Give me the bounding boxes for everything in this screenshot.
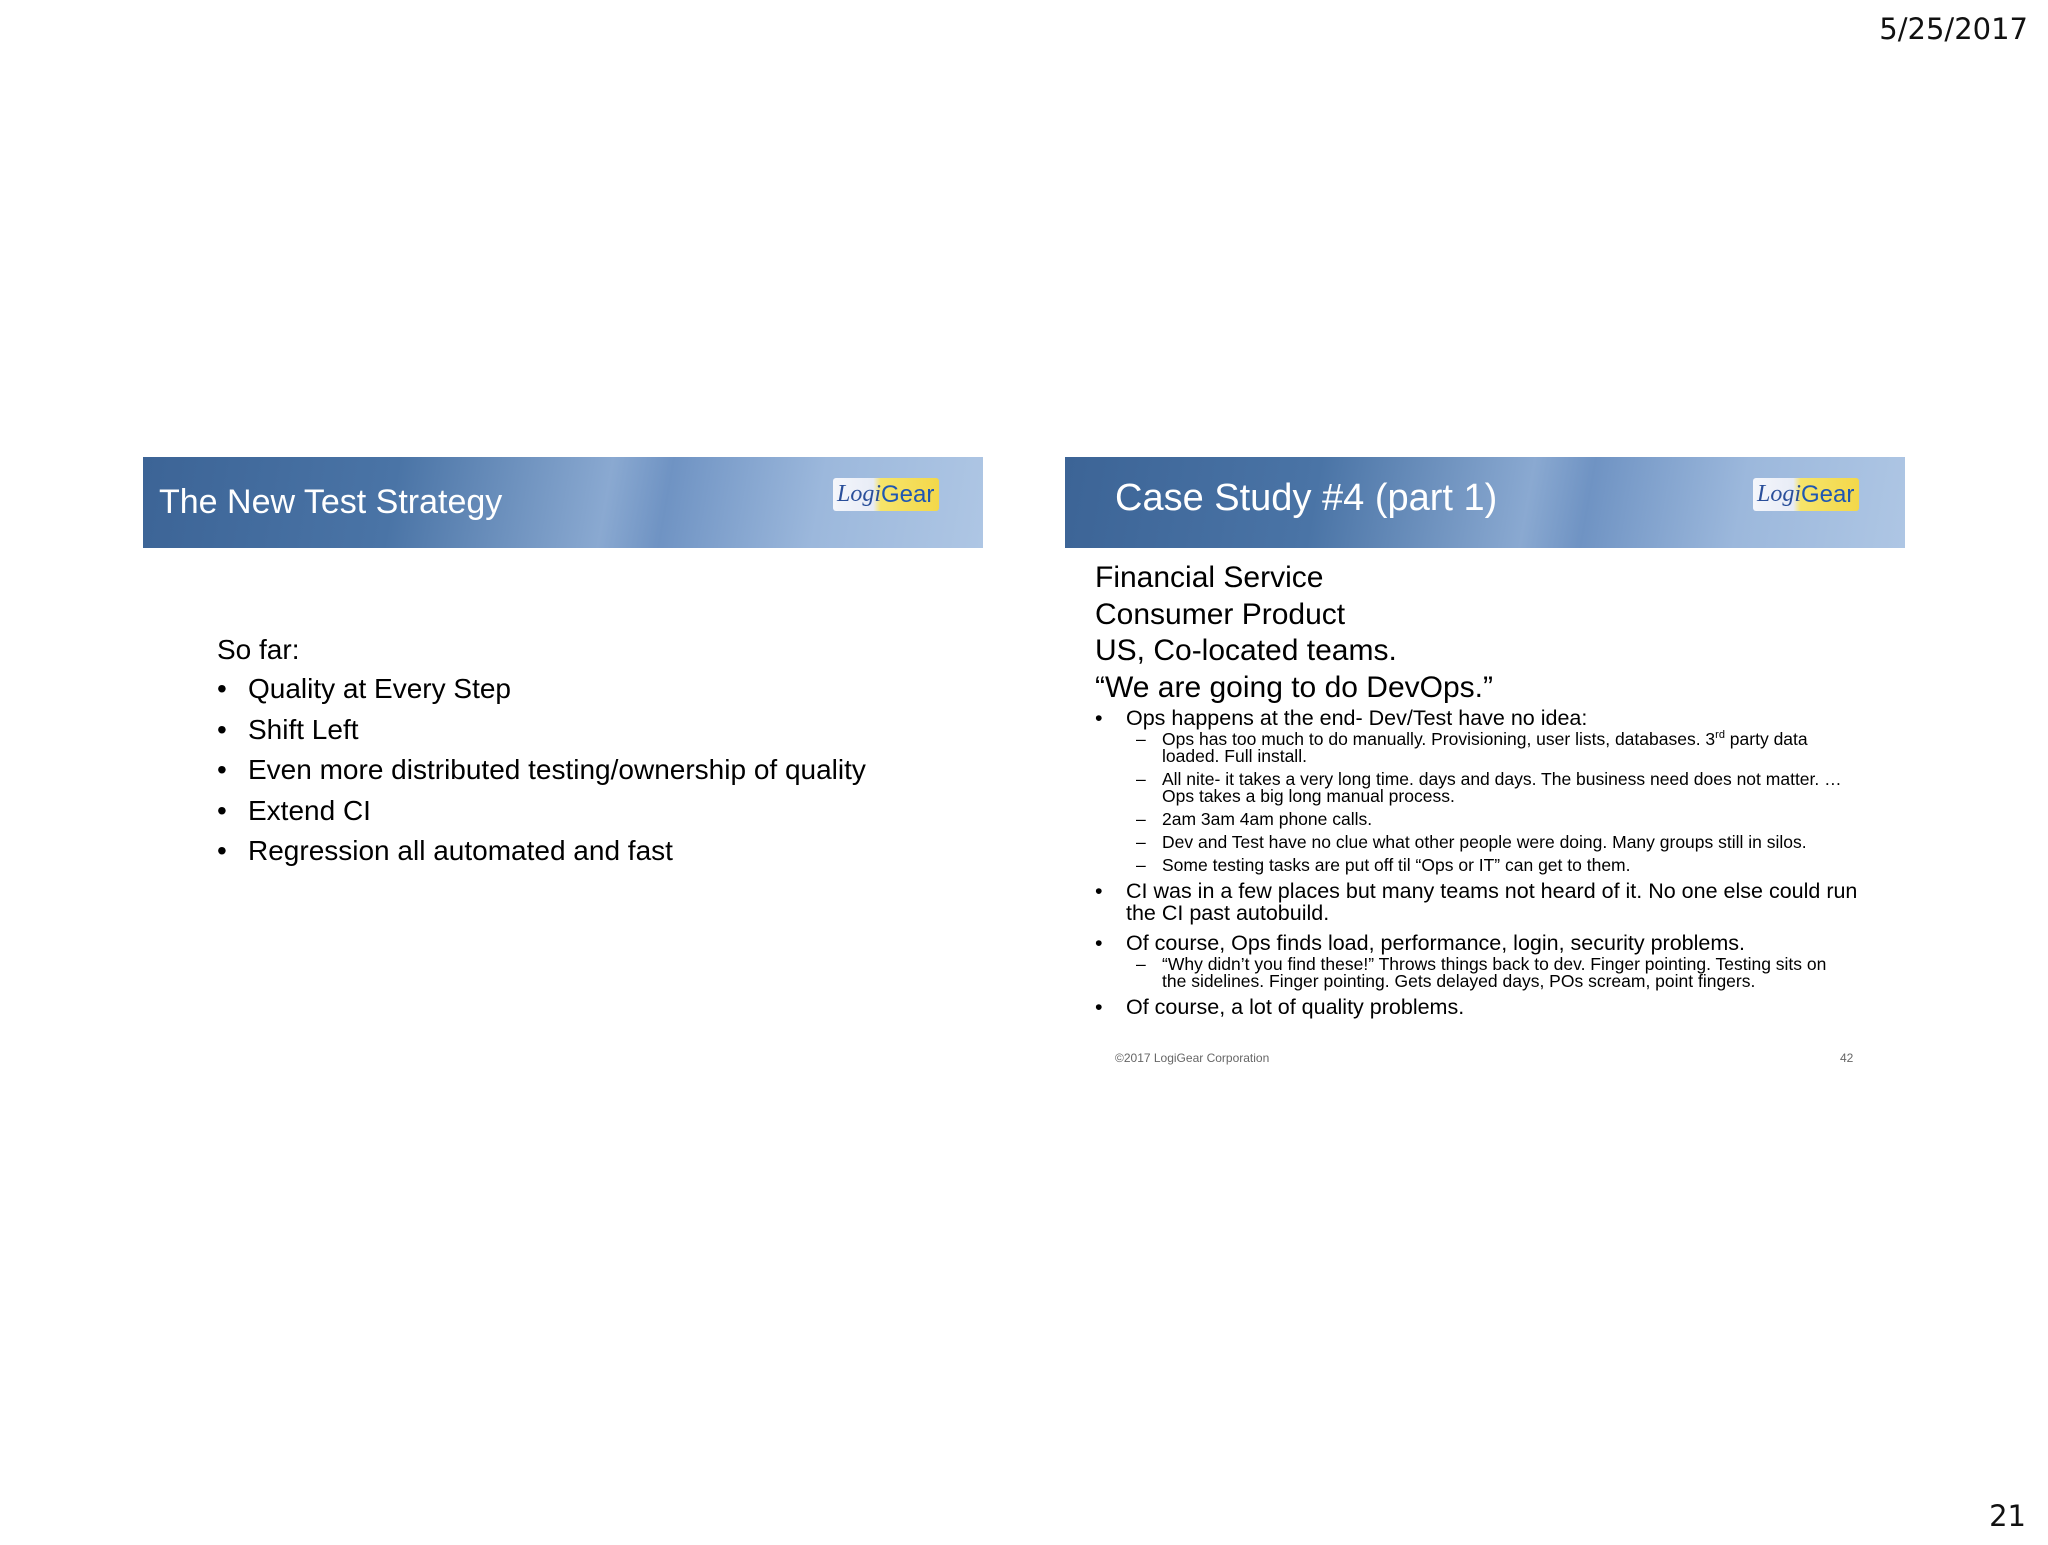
logo-logi-text: Logi bbox=[1757, 481, 1802, 507]
slide-new-test-strategy bbox=[143, 457, 983, 1077]
intro-line: US, Co-located teams. bbox=[1095, 634, 1397, 667]
slide-footer-number: 42 bbox=[1840, 1051, 1854, 1065]
sub-bullet-text: party data loaded. Full install. bbox=[1162, 729, 1808, 766]
intro-line: Consumer Product bbox=[1095, 597, 1346, 631]
case-intro bbox=[1095, 560, 1493, 706]
page-date: 5/25/2017 bbox=[1879, 12, 2028, 46]
sub-bullet-item: – Some testing tasks are put off til “Ops or IT” can get to them. bbox=[1162, 857, 1885, 874]
list-item: • Quality at Every Step bbox=[217, 673, 866, 714]
bullet-list bbox=[217, 673, 866, 876]
case-body bbox=[1095, 707, 1885, 1020]
bullet-item: • CI was in a few places but many teams not heard of it. No one else could run the CI past autobuild. bbox=[1095, 880, 1885, 924]
slide-header bbox=[143, 457, 983, 548]
logo-gear-text: Gear bbox=[1801, 480, 1855, 508]
logo-logi-text: Logi bbox=[837, 481, 882, 507]
page-number: 21 bbox=[1989, 1499, 2026, 1533]
slide-case-study-4 bbox=[1065, 457, 1905, 1077]
sub-bullet-item bbox=[1162, 731, 1885, 765]
sub-bullet-item: – Dev and Test have no clue what other people were doing. Many groups still in silos. bbox=[1162, 834, 1885, 851]
bullet-item: • Of course, a lot of quality problems. bbox=[1095, 996, 1885, 1018]
sub-bullet-item: – “Why didn’t you find these!” Throws things back to dev. Finger pointing. Testing sits on the sidelines. Finger pointing. Gets delayed days, POs scream, point fingers. bbox=[1162, 956, 1885, 990]
logigear-logo bbox=[833, 478, 939, 511]
list-item: • Regression all automated and fast bbox=[217, 835, 866, 876]
list-item: • Extend CI bbox=[217, 795, 866, 836]
bullet-item: • Of course, Ops finds load, performance, login, security problems. bbox=[1095, 932, 1885, 954]
slide-title: The New Test Strategy bbox=[159, 483, 503, 521]
slide-intro: So far: bbox=[217, 634, 300, 665]
bullet-item: • Ops happens at the end- Dev/Test have no idea: bbox=[1095, 707, 1885, 729]
slide-title: Case Study #4 (part 1) bbox=[1115, 477, 1498, 519]
list-item: • Even more distributed testing/ownership of quality bbox=[217, 754, 866, 795]
logigear-logo bbox=[1753, 478, 1859, 511]
sub-bullet-text: Ops has too much to do manually. Provisioning, user lists, databases. 3 bbox=[1162, 729, 1716, 749]
logo-gear-text: Gear bbox=[881, 480, 935, 508]
intro-line: “We are going to do DevOps.” bbox=[1095, 670, 1493, 704]
sub-bullet-item: – 2am 3am 4am phone calls. bbox=[1162, 811, 1885, 828]
slide-header bbox=[1065, 457, 1905, 548]
slide-footer-copyright: ©2017 LogiGear Corporation bbox=[1115, 1051, 1270, 1065]
sub-bullet-item: – All nite- it takes a very long time. days and days. The business need does not matter. … Ops takes a big long manual process. bbox=[1162, 771, 1885, 805]
intro-line: Financial Service bbox=[1095, 561, 1324, 594]
superscript: rd bbox=[1715, 729, 1725, 742]
list-item: • Shift Left bbox=[217, 714, 866, 755]
